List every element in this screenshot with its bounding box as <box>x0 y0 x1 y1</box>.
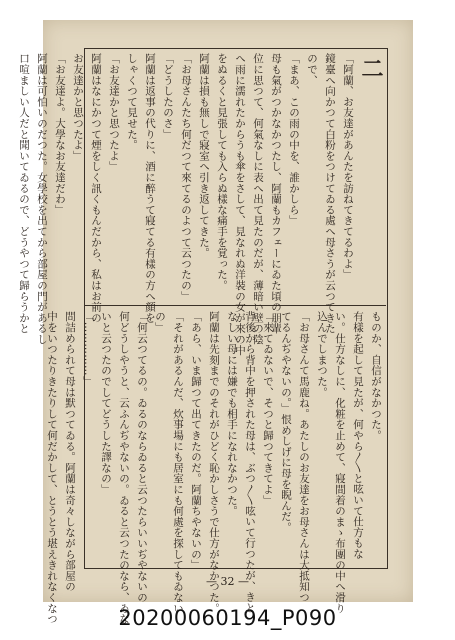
text-column: をぬるくと見張しても入らぬ樣な痛手を覚った。 <box>216 53 228 291</box>
text-column: 「……………」 <box>82 311 94 387</box>
text-column: 阿蘭は可怕いのだつた。女學校を出てから部屋の門があるし <box>36 53 48 345</box>
text-column: てるんぢやないの。」恨めしげに母を睨んだ。 <box>280 311 292 533</box>
text-column: 「阿蘭、お友達があんたを訪ねてきてるわよ」 <box>342 53 354 280</box>
text-column: 阿蘭はなにかつて煙をしく訊くもんだから、私はお前の <box>90 53 102 323</box>
text-column: 「お母さんて馬鹿ね。あたしのお友達をお母さんは大抵知つ <box>298 311 310 603</box>
text-column: の」 <box>154 311 166 333</box>
text-column: 阿蘭は返事の代りに、酒に醉うて寢てる有樣の方へ顔を <box>144 53 156 323</box>
text-column: 何どうしやうと、云ふんぢやないの。ゐると云つたのなら、ゐな <box>118 311 130 625</box>
text-column: ので、 <box>306 53 318 86</box>
page-number: — 32 — <box>206 575 249 588</box>
chapter-heading: 二 <box>358 57 384 83</box>
text-column: 鏡臺へ向かつて白粉をつけてゐる處へ母さうが云つてきた <box>324 53 336 334</box>
text-column: へ雨に濡れたからうも傘をさして、見なれぬ洋裝の女が來の中 <box>234 53 246 356</box>
image-caption: 20200060194_P090 <box>118 606 337 630</box>
text-column: 「どうしたのさ」 <box>162 53 174 140</box>
text-column: 有樣を起して見たが、何やら〱と呟いて仕方もな <box>352 311 364 560</box>
text-column: 阿蘭は損も無しで寢室へ引き返してきた。 <box>198 53 210 259</box>
text-column: 「それがあるんだ、炊事場にも居室にも何處を探してもゐない <box>172 311 184 614</box>
text-column: ものか、自信がなかつた。 <box>370 311 382 441</box>
text-column: 中をいつたりきたりして何だかして、とうとう堪えきれなくなつ <box>46 311 58 625</box>
text-column: 「何云つてるの。ゐるのならゐると云つたらいいぢやないの <box>136 311 148 603</box>
text-column: 背後から背中を押された母は、ぶつ〱呟いて行つたが、きと <box>244 311 256 614</box>
text-column: 「お友達かと思つたよ」 <box>108 53 120 172</box>
text-column: い。仕方なしに、化粧を止めて、寢間着のまゝ布團の中へ滑り <box>334 311 346 614</box>
text-column: 位に思つて、何氣なしに表へ出て見たのだが、薄暗い壁の陰 <box>252 53 264 345</box>
text-column: 「來てゐないで、そつと歸つてきてよ」 <box>262 311 274 506</box>
text-column: 母も氣がつかなかつたし、阿蘭もカフェーにゐた頃の朋輩 <box>270 53 282 334</box>
text-column: なしい母には嫌でも相手になれなかつた。 <box>226 311 238 517</box>
text-column: いと云つたのでしてどうした譯なの」 <box>100 311 112 495</box>
text-column: 「お母さんたち何だつて來てるのよつて云つたの」 <box>180 53 192 302</box>
text-column: 口喧ましい人だと聞いてゐるので、どうやつて歸らうかと <box>18 53 30 334</box>
text-column: お友達かと思つたよ」 <box>72 53 84 161</box>
text-column: 問詰められて母は默つてゐる。阿蘭は奇々しながら部屋の <box>64 311 76 592</box>
text-column: 「あら、いま歸つて出てきたのだ。阿蘭ちやないの」 <box>190 311 202 571</box>
text-column: 阿蘭は先刻までのそれがひどく恥かしさうで仕方がなかつた。 <box>208 311 220 614</box>
text-column: しゃくつて見せた。 <box>126 53 138 151</box>
text-column: 込んでしまつた。 <box>316 311 328 398</box>
text-column: 「まあ、この雨の中を、誰かしら」 <box>288 53 300 226</box>
text-column: 「お友達よ。大學なお友達だわ」 <box>54 53 66 215</box>
